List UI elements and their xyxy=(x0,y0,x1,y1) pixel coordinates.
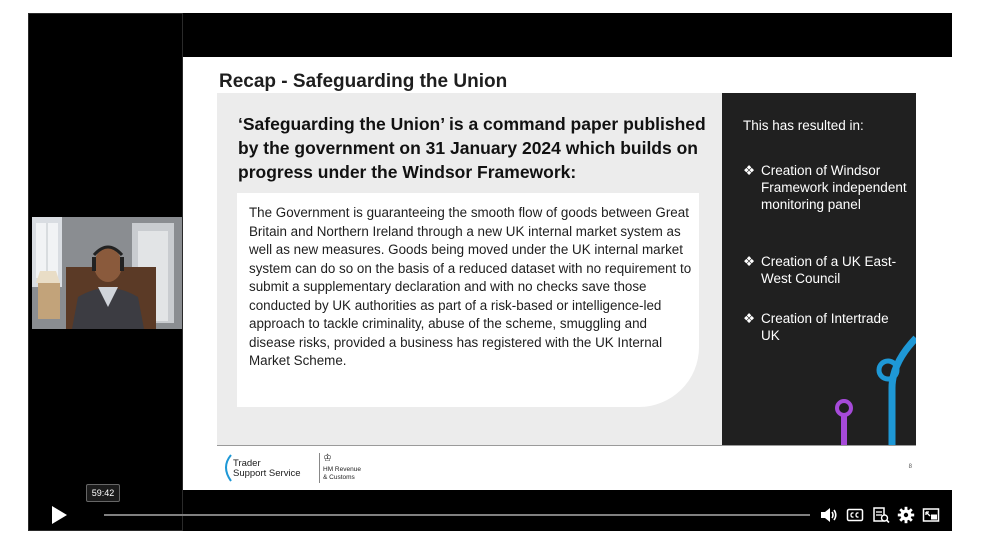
diamond-bullet-icon: ❖ xyxy=(743,254,756,269)
progress-bar[interactable] xyxy=(104,514,810,516)
results-side-panel xyxy=(722,93,916,445)
body-text-box xyxy=(237,193,699,407)
webcam-column xyxy=(28,13,183,531)
slide-footer xyxy=(217,449,916,489)
settings-icon[interactable] xyxy=(897,506,915,524)
transcript-icon[interactable] xyxy=(872,506,890,524)
presenter-webcam xyxy=(32,217,182,329)
hmrc-logo xyxy=(319,453,380,483)
decorative-lines-graphic xyxy=(822,318,916,445)
hmrc-line1: HM Revenue xyxy=(323,466,361,473)
main-content-panel xyxy=(217,93,722,445)
video-player[interactable] xyxy=(28,13,952,531)
tss-line2: Support Service xyxy=(233,468,301,479)
hmrc-line2: & Customs xyxy=(323,473,355,481)
slide-body-text: The Government is guaranteeing the smooth flow of goods between Great Britain and Northern Ireland through a new UK internal market system as well as new measures. Goods being moved under the UK internal market system can do so on the basis of a reduced dataset with no requirement to submit a supplementary declaration and with no checks save those conducted by UK authorities as part of a risk-based or intelligence-led approach to tackle criminality, abuse of the scheme, smuggling and disease risks, provided a business has registered with the UK Internal Market Scheme. xyxy=(249,205,692,368)
slide-page-number: 8 xyxy=(908,464,912,470)
trader-support-service-logo xyxy=(221,453,303,483)
slide-title: Recap - Safeguarding the Union xyxy=(219,71,508,92)
side-panel-intro: This has resulted in: xyxy=(743,118,864,133)
diamond-bullet-icon: ❖ xyxy=(743,163,756,178)
bullet-text: Creation of a UK East-West Council xyxy=(761,254,897,286)
tss-line1: Trader xyxy=(233,458,261,469)
player-controls xyxy=(28,499,952,531)
bullet-text: Creation of Windsor Framework independent monitoring panel xyxy=(761,163,907,212)
crown-crest-icon: ♔ xyxy=(323,453,332,464)
play-icon[interactable] xyxy=(50,505,68,525)
presentation-slide xyxy=(183,57,952,490)
bullet-text: Creation of Intertrade UK xyxy=(761,311,889,343)
time-tooltip: 59:42 xyxy=(86,484,120,502)
volume-icon[interactable] xyxy=(820,506,838,524)
diamond-bullet-icon: ❖ xyxy=(743,311,756,326)
picture-in-picture-icon[interactable] xyxy=(922,506,940,524)
result-bullet xyxy=(743,162,911,213)
slide-headline: ‘Safeguarding the Union’ is a command paper published by the government on 31 January 2024 which builds on progress under the Windsor Framework: xyxy=(238,114,706,182)
closed-captions-icon[interactable] xyxy=(846,506,864,524)
result-bullet xyxy=(743,253,911,287)
footer-divider xyxy=(217,445,916,446)
